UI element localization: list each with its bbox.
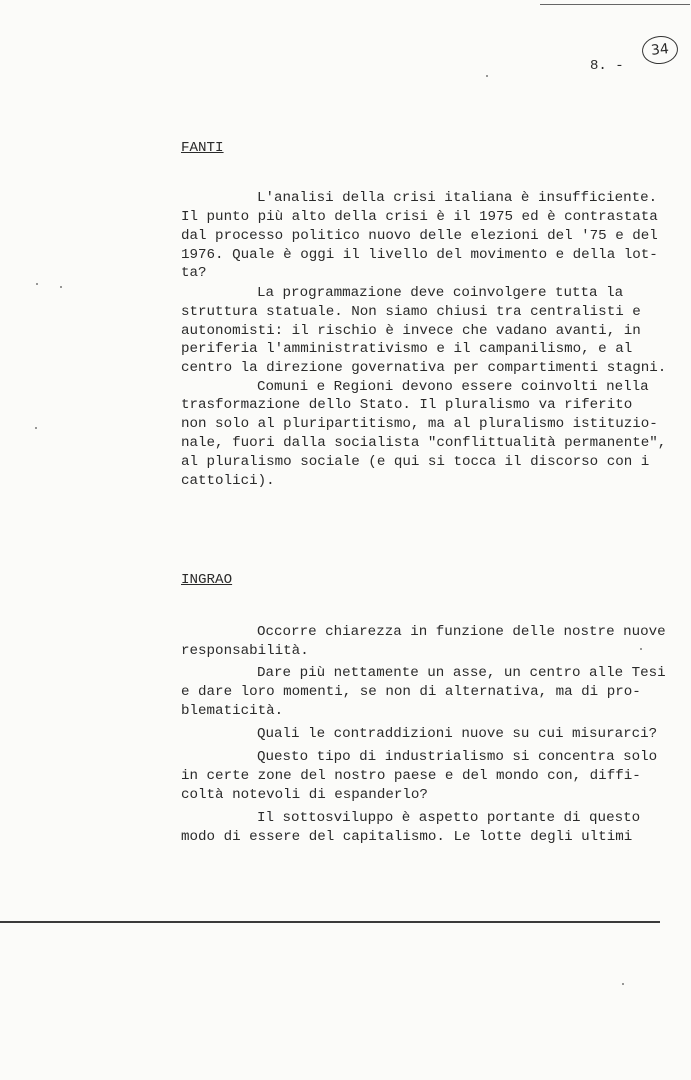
- text-line: L'analisi della crisi italiana è insufficiente.: [257, 190, 658, 206]
- scan-speck: [60, 286, 62, 288]
- text-line: modo di essere del capitalismo. Le lotte degli ultimi: [181, 829, 633, 845]
- archive-stamp: 34: [641, 34, 680, 66]
- top-edge-rule: [540, 4, 690, 5]
- text-line: in certe zone del nostro paese e del mondo con, diffi-: [181, 768, 641, 784]
- text-line: Occorre chiarezza in funzione delle nostre nuove: [257, 624, 666, 640]
- text-line: Il sottosviluppo è aspetto portante di questo: [257, 810, 641, 826]
- text-line: centro la direzione governativa per compartimenti stagni.: [181, 360, 667, 376]
- scan-speck: [486, 75, 488, 77]
- text-line: ta?: [181, 265, 207, 281]
- section-heading-ingrao: INGRAO: [181, 572, 233, 588]
- page-number: 8. -: [590, 58, 624, 74]
- scan-speck: [36, 283, 38, 285]
- text-line: e dare loro momenti, se non di alternativa, ma di pro-: [181, 684, 641, 700]
- text-line: blematicità.: [181, 703, 284, 719]
- text-line: struttura statuale. Non siamo chiusi tra centralisti e: [181, 304, 641, 320]
- text-line: periferia l'amministrativismo e il campanilismo, e al: [181, 341, 633, 357]
- text-line: Il punto più alto della crisi è il 1975 ed è contrastata: [181, 209, 658, 225]
- text-line: Questo tipo di industrialismo si concentra solo: [257, 749, 658, 765]
- text-line: 1976. Quale è oggi il livello del movimento e della lot-: [181, 247, 658, 263]
- text-line: Dare più nettamente un asse, un centro alle Tesi: [257, 665, 666, 681]
- scan-speck: [640, 648, 642, 650]
- scan-speck: [35, 427, 37, 429]
- text-line: Comuni e Regioni devono essere coinvolti nella: [257, 379, 649, 395]
- text-line: coltà notevoli di espanderlo?: [181, 787, 428, 803]
- text-line: responsabilità.: [181, 643, 309, 659]
- text-line: nale, fuori dalla socialista "conflittualità permanente",: [181, 435, 667, 451]
- text-line: non solo al pluripartitismo, ma al pluralismo istituzio-: [181, 416, 658, 432]
- page-fold-rule: [0, 921, 660, 923]
- section-heading-fanti: FANTI: [181, 140, 224, 156]
- text-line: La programmazione deve coinvolgere tutta la: [257, 285, 624, 301]
- text-line: dal processo politico nuovo delle elezioni del '75 e del: [181, 228, 658, 244]
- scan-speck: [622, 983, 624, 985]
- text-line: trasformazione dello Stato. Il pluralismo va riferito: [181, 397, 633, 413]
- text-line: Quali le contraddizioni nuove su cui misurarci?: [257, 726, 658, 742]
- text-line: al pluralismo sociale (e qui si tocca il discorso con i: [181, 454, 650, 470]
- text-line: autonomisti: il rischio è invece che vadano avanti, in: [181, 323, 641, 339]
- text-line: cattolici).: [181, 473, 275, 489]
